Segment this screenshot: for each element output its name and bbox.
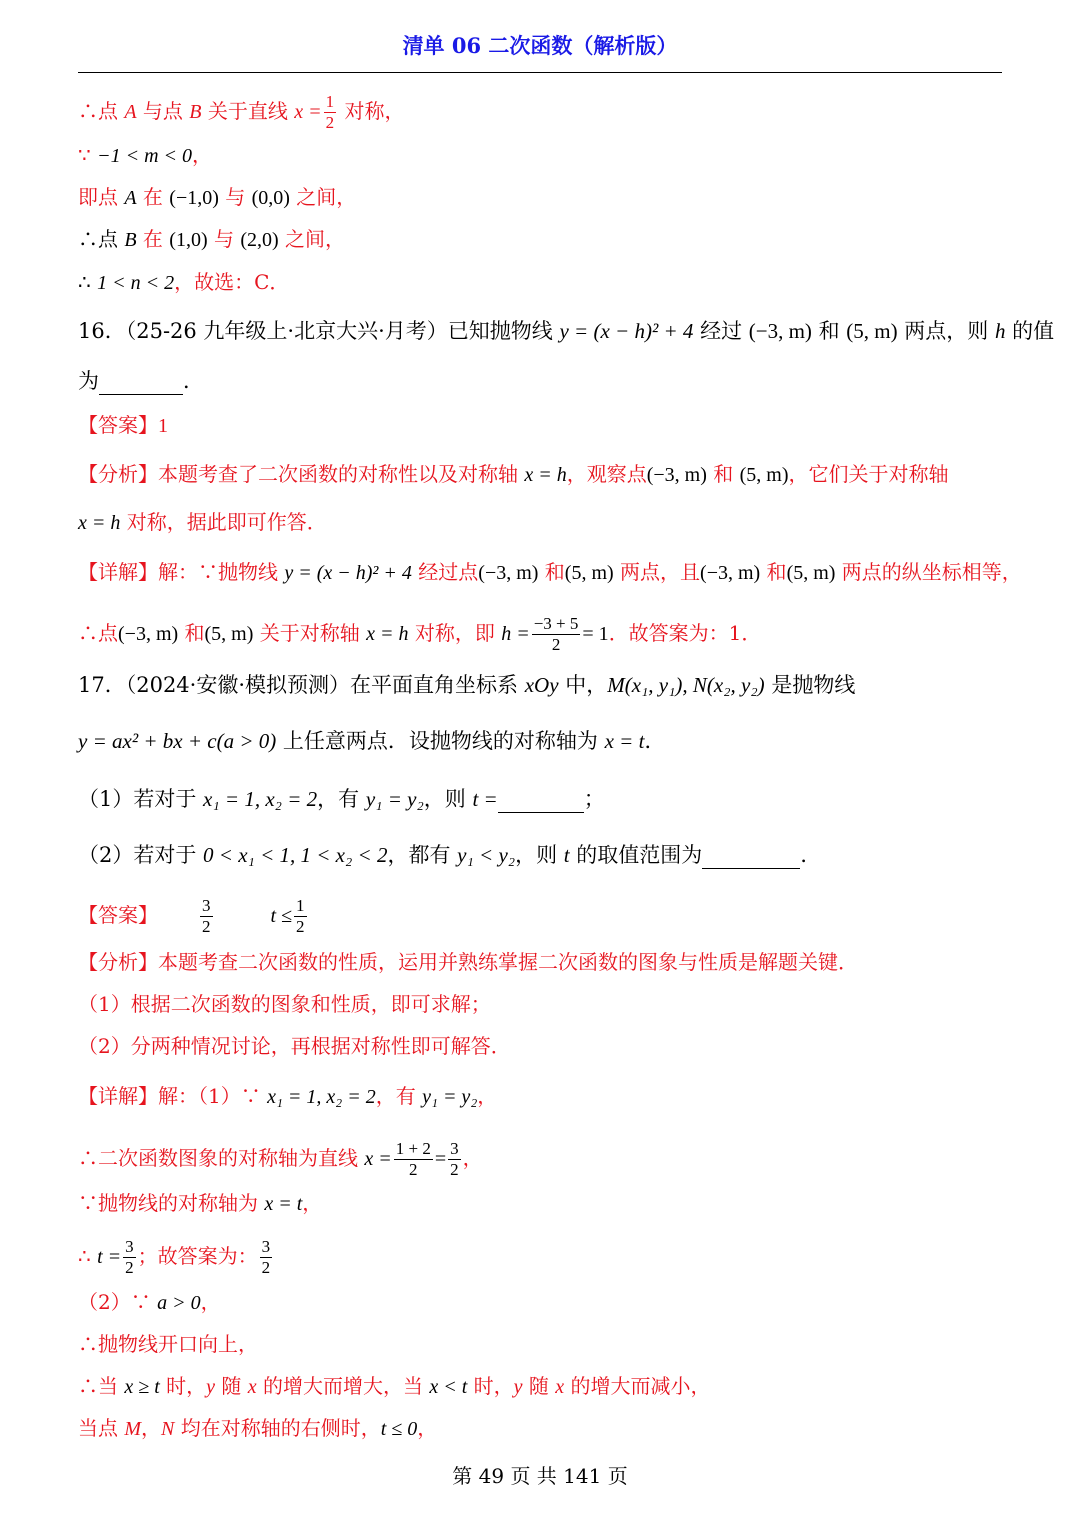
fraction: $\frac{1}{2}$ [296, 896, 305, 936]
fraction: $\frac{3}{2}$ [450, 1139, 459, 1179]
detail-17-line-3: ∵抛物线的对称轴为 x = t， [78, 1191, 323, 1215]
question-17-cont: y = ax² + bx + c(a > 0) 上任意两点．设抛物线的对称轴为 x = t． [78, 729, 666, 753]
answer-blank [99, 374, 183, 395]
page-header-title: 清单 06 二次函数（解析版） [402, 33, 678, 58]
solution-line-4: ∴点 B 在 (1,0) 与 (2,0) 之间， [78, 227, 346, 251]
solution-line-3: 即点 A 在 (−1,0) 与 (0,0) 之间， [78, 185, 357, 209]
detail-17-line-2: ∴二次函数图象的对称轴为直线 x = $\frac{1 + 2}{2}$ = $\frac{3}{2}$ ， [78, 1139, 483, 1179]
analysis-17-part-1: （1）根据二次函数的图象和性质，即可求解； [78, 992, 491, 1016]
detail-17-line-6: ∴抛物线开口向上， [78, 1332, 258, 1356]
question-16: 16．（25-26 九年级上·北京大兴·月考）已知抛物线 y = (x − h)² + 4 经过 (−3, m) 和 (5, m) 两点，则 h 的值 [78, 319, 1055, 343]
detail-17-line-4: ∴ t = $\frac{3}{2}$ ；故答案为： $\frac{3}{2}$ [78, 1237, 271, 1277]
solution-line-5: ∴ 1 < n < 2，故选：C． [78, 270, 290, 294]
detail-17: 【详解】解：（1）∵ x₁ = 1, x₂ = 2，有 y₁ = y₂， [78, 1084, 498, 1108]
detail-16: 【详解】解：∵抛物线 y = (x − h)² + 4 经过点(−3, m) 和(5, m) 两点，且(−3, m) 和(5, m) 两点的纵坐标相等， [78, 560, 1022, 584]
fraction: $\frac{3}{2}$ [125, 1237, 134, 1277]
fraction: $\frac{1 + 2}{2}$ [395, 1139, 431, 1179]
detail-16-cont: ∴点(−3, m) 和(5, m) 关于对称轴 x = h 对称，即 h = $\frac{-3 + 5}{2}$ = 1．故答案为：1． [78, 614, 762, 654]
fraction: $\frac{3}{2}$ [261, 1237, 271, 1277]
answer-17: 【答案】 $\frac{3}{2}$ t ≤ $\frac{1}{2}$ [78, 896, 305, 936]
page-number: 第 49 页 共 141 页 [452, 1464, 628, 1488]
question-17-part-1: （1）若对于 x₁ = 1, x₂ = 2，有 y₁ = y₂，则 t = ； [78, 787, 605, 811]
header-divider [78, 72, 1002, 73]
fraction: $\frac{3}{2}$ [202, 896, 211, 936]
answer-blank [498, 792, 584, 813]
detail-17-line-8: 当点 M，N 均在对称轴的右侧时，t ≤ 0， [78, 1416, 438, 1440]
fraction: $\frac{-3 + 5}{2}$ [533, 614, 579, 654]
analysis-17: 【分析】本题考查二次函数的性质，运用并熟练掌握二次函数的图象与性质是解题关键． [78, 950, 858, 974]
question-17-part-2: （2）若对于 0 < x₁ < 1, 1 < x₂ < 2，都有 y₁ < y₂，则 t 的取值范围为 ． [78, 843, 822, 867]
question-17: 17．（2024·安徽·模拟预测）在平面直角坐标系 xOy 中，M(x₁, y₁), N(x₂, y₂) 是抛物线 [78, 673, 856, 697]
detail-17-line-7: ∴当 x ≥ t 时，y 随 x 的增大而增大，当 x < t 时，y 随 x 的增大而减小， [78, 1374, 711, 1398]
answer-blank [702, 848, 800, 869]
analysis-17-part-2: （2）分两种情况讨论，再根据对称性即可解答． [78, 1034, 511, 1058]
question-16-cont: 为 ． [78, 369, 204, 393]
fraction: $\frac{1}{2}$ [325, 92, 335, 132]
analysis-16-cont: x = h 对称，据此即可作答． [78, 510, 327, 534]
solution-line-2: ∵ −1 < m < 0， [78, 143, 213, 167]
analysis-16: 【分析】本题考查了二次函数的对称性以及对称轴 x = h，观察点(−3, m) 和 (5, m)，它们关于对称轴 [78, 462, 949, 486]
answer-16: 【答案】1 [78, 413, 168, 437]
detail-17-line-5: （2）∵ a > 0， [78, 1290, 221, 1314]
solution-line-1: ∴点 A 与点 B 关于直线 x = $\frac{1}{2}$ 对称， [78, 92, 405, 132]
